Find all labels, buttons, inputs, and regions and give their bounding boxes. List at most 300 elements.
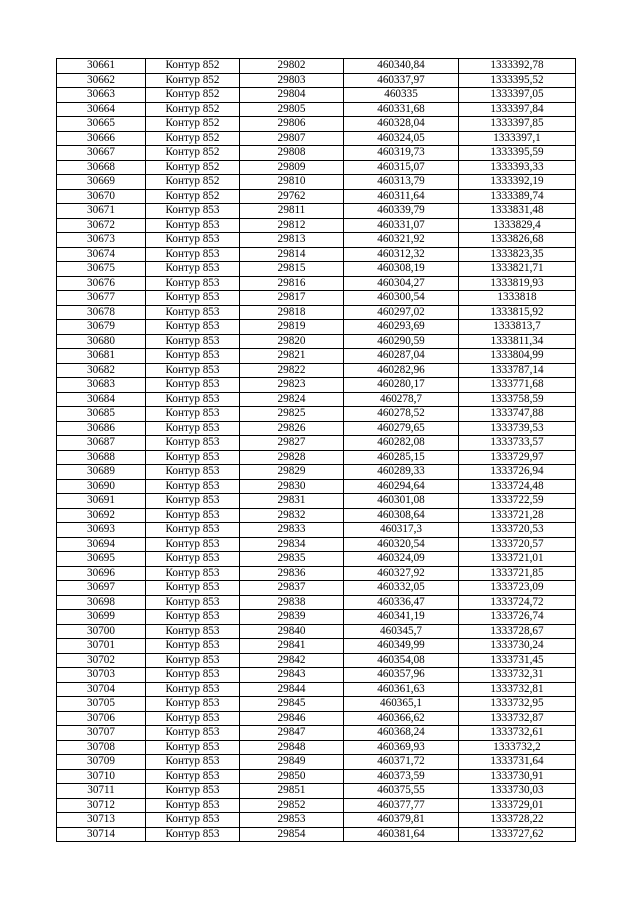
- x-coordinate-cell: 460304,27: [344, 276, 459, 291]
- point-id-cell: 29841: [240, 639, 344, 654]
- table-row: [57, 813, 576, 828]
- point-id-cell: 29827: [240, 436, 344, 451]
- point-id-cell: 29824: [240, 392, 344, 407]
- x-coordinate-cell: 460290,59: [344, 334, 459, 349]
- table-row: [57, 305, 576, 320]
- x-coordinate-cell: 460308,19: [344, 262, 459, 277]
- y-coordinate-cell: 1333721,85: [459, 566, 576, 581]
- table-row: [57, 465, 576, 480]
- x-coordinate-cell: 460332,05: [344, 581, 459, 596]
- y-coordinate-cell: 1333730,24: [459, 639, 576, 654]
- table-row: [57, 566, 576, 581]
- row-number-cell: 30671: [57, 204, 146, 219]
- y-coordinate-cell: 1333721,01: [459, 552, 576, 567]
- contour-name-cell: Контур 853: [146, 595, 240, 610]
- point-id-cell: 29818: [240, 305, 344, 320]
- contour-name-cell: Контур 853: [146, 421, 240, 436]
- point-id-cell: 29836: [240, 566, 344, 581]
- y-coordinate-cell: 1333397,85: [459, 117, 576, 132]
- y-coordinate-cell: 1333732,87: [459, 711, 576, 726]
- row-number-cell: 30673: [57, 233, 146, 248]
- point-id-cell: 29843: [240, 668, 344, 683]
- row-number-cell: 30661: [57, 59, 146, 74]
- y-coordinate-cell: 1333726,94: [459, 465, 576, 480]
- contour-name-cell: Контур 853: [146, 450, 240, 465]
- contour-name-cell: Контур 853: [146, 813, 240, 828]
- x-coordinate-cell: 460321,92: [344, 233, 459, 248]
- point-id-cell: 29849: [240, 755, 344, 770]
- point-id-cell: 29848: [240, 740, 344, 755]
- y-coordinate-cell: 1333732,95: [459, 697, 576, 712]
- y-coordinate-cell: 1333818: [459, 291, 576, 306]
- row-number-cell: 30685: [57, 407, 146, 422]
- row-number-cell: 30670: [57, 189, 146, 204]
- coordinates-table: [56, 58, 576, 842]
- y-coordinate-cell: 1333392,19: [459, 175, 576, 190]
- y-coordinate-cell: 1333728,67: [459, 624, 576, 639]
- row-number-cell: 30679: [57, 320, 146, 335]
- row-number-cell: 30691: [57, 494, 146, 509]
- x-coordinate-cell: 460339,79: [344, 204, 459, 219]
- table-row: [57, 131, 576, 146]
- point-id-cell: 29830: [240, 479, 344, 494]
- row-number-cell: 30683: [57, 378, 146, 393]
- point-id-cell: 29811: [240, 204, 344, 219]
- point-id-cell: 29842: [240, 653, 344, 668]
- table-row: [57, 624, 576, 639]
- row-number-cell: 30714: [57, 827, 146, 842]
- row-number-cell: 30707: [57, 726, 146, 741]
- contour-name-cell: Контур 853: [146, 726, 240, 741]
- x-coordinate-cell: 460357,96: [344, 668, 459, 683]
- row-number-cell: 30701: [57, 639, 146, 654]
- table-row: [57, 769, 576, 784]
- point-id-cell: 29804: [240, 88, 344, 103]
- point-id-cell: 29832: [240, 508, 344, 523]
- point-id-cell: 29814: [240, 247, 344, 262]
- y-coordinate-cell: 1333739,53: [459, 421, 576, 436]
- point-id-cell: 29810: [240, 175, 344, 190]
- y-coordinate-cell: 1333393,33: [459, 160, 576, 175]
- contour-name-cell: Контур 853: [146, 262, 240, 277]
- row-number-cell: 30708: [57, 740, 146, 755]
- x-coordinate-cell: 460361,63: [344, 682, 459, 697]
- row-number-cell: 30678: [57, 305, 146, 320]
- contour-name-cell: Контур 853: [146, 218, 240, 233]
- row-number-cell: 30699: [57, 610, 146, 625]
- point-id-cell: 29805: [240, 102, 344, 117]
- x-coordinate-cell: 460328,04: [344, 117, 459, 132]
- contour-name-cell: Контур 852: [146, 88, 240, 103]
- point-id-cell: 29845: [240, 697, 344, 712]
- row-number-cell: 30700: [57, 624, 146, 639]
- table-row: [57, 639, 576, 654]
- table-row: [57, 320, 576, 335]
- contour-name-cell: Контур 853: [146, 494, 240, 509]
- table-row: [57, 262, 576, 277]
- contour-name-cell: Контур 853: [146, 305, 240, 320]
- table-row: [57, 726, 576, 741]
- y-coordinate-cell: 1333823,35: [459, 247, 576, 262]
- point-id-cell: 29819: [240, 320, 344, 335]
- point-id-cell: 29813: [240, 233, 344, 248]
- contour-name-cell: Контур 853: [146, 233, 240, 248]
- row-number-cell: 30675: [57, 262, 146, 277]
- point-id-cell: 29820: [240, 334, 344, 349]
- y-coordinate-cell: 1333732,2: [459, 740, 576, 755]
- x-coordinate-cell: 460278,7: [344, 392, 459, 407]
- contour-name-cell: Контур 853: [146, 827, 240, 842]
- row-number-cell: 30694: [57, 537, 146, 552]
- x-coordinate-cell: 460289,33: [344, 465, 459, 480]
- row-number-cell: 30682: [57, 363, 146, 378]
- row-number-cell: 30681: [57, 349, 146, 364]
- contour-name-cell: Контур 852: [146, 131, 240, 146]
- table-row: [57, 581, 576, 596]
- table-row: [57, 610, 576, 625]
- point-id-cell: 29852: [240, 798, 344, 813]
- x-coordinate-cell: 460282,96: [344, 363, 459, 378]
- row-number-cell: 30705: [57, 697, 146, 712]
- point-id-cell: 29815: [240, 262, 344, 277]
- table-row: [57, 334, 576, 349]
- x-coordinate-cell: 460336,47: [344, 595, 459, 610]
- table-row: [57, 523, 576, 538]
- contour-name-cell: Контур 853: [146, 392, 240, 407]
- contour-name-cell: Контур 853: [146, 566, 240, 581]
- table-row: [57, 218, 576, 233]
- row-number-cell: 30712: [57, 798, 146, 813]
- point-id-cell: 29809: [240, 160, 344, 175]
- contour-name-cell: Контур 853: [146, 378, 240, 393]
- y-coordinate-cell: 1333821,71: [459, 262, 576, 277]
- contour-name-cell: Контур 853: [146, 784, 240, 799]
- y-coordinate-cell: 1333728,22: [459, 813, 576, 828]
- point-id-cell: 29807: [240, 131, 344, 146]
- y-coordinate-cell: 1333826,68: [459, 233, 576, 248]
- table-row: [57, 349, 576, 364]
- x-coordinate-cell: 460340,84: [344, 59, 459, 74]
- x-coordinate-cell: 460379,81: [344, 813, 459, 828]
- x-coordinate-cell: 460313,79: [344, 175, 459, 190]
- contour-name-cell: Контур 852: [146, 189, 240, 204]
- table-row: [57, 175, 576, 190]
- y-coordinate-cell: 1333732,81: [459, 682, 576, 697]
- contour-name-cell: Контур 852: [146, 59, 240, 74]
- contour-name-cell: Контур 853: [146, 581, 240, 596]
- point-id-cell: 29840: [240, 624, 344, 639]
- x-coordinate-cell: 460335: [344, 88, 459, 103]
- x-coordinate-cell: 460278,52: [344, 407, 459, 422]
- x-coordinate-cell: 460371,72: [344, 755, 459, 770]
- x-coordinate-cell: 460315,07: [344, 160, 459, 175]
- y-coordinate-cell: 1333389,74: [459, 189, 576, 204]
- x-coordinate-cell: 460297,02: [344, 305, 459, 320]
- row-number-cell: 30692: [57, 508, 146, 523]
- point-id-cell: 29762: [240, 189, 344, 204]
- y-coordinate-cell: 1333395,59: [459, 146, 576, 161]
- y-coordinate-cell: 1333397,84: [459, 102, 576, 117]
- contour-name-cell: Контур 852: [146, 175, 240, 190]
- table-row: [57, 146, 576, 161]
- row-number-cell: 30711: [57, 784, 146, 799]
- y-coordinate-cell: 1333730,03: [459, 784, 576, 799]
- y-coordinate-cell: 1333733,57: [459, 436, 576, 451]
- x-coordinate-cell: 460287,04: [344, 349, 459, 364]
- y-coordinate-cell: 1333721,28: [459, 508, 576, 523]
- y-coordinate-cell: 1333729,97: [459, 450, 576, 465]
- point-id-cell: 29828: [240, 450, 344, 465]
- contour-name-cell: Контур 853: [146, 247, 240, 262]
- x-coordinate-cell: 460308,64: [344, 508, 459, 523]
- contour-name-cell: Контур 853: [146, 291, 240, 306]
- table-row: [57, 204, 576, 219]
- y-coordinate-cell: 1333804,99: [459, 349, 576, 364]
- x-coordinate-cell: 460366,62: [344, 711, 459, 726]
- table-row: [57, 392, 576, 407]
- contour-name-cell: Контур 853: [146, 798, 240, 813]
- x-coordinate-cell: 460294,64: [344, 479, 459, 494]
- contour-name-cell: Контур 853: [146, 349, 240, 364]
- row-number-cell: 30669: [57, 175, 146, 190]
- contour-name-cell: Контур 852: [146, 73, 240, 88]
- y-coordinate-cell: 1333831,48: [459, 204, 576, 219]
- point-id-cell: 29821: [240, 349, 344, 364]
- x-coordinate-cell: 460280,17: [344, 378, 459, 393]
- table-row: [57, 378, 576, 393]
- table-row: [57, 552, 576, 567]
- point-id-cell: 29838: [240, 595, 344, 610]
- table-row: [57, 668, 576, 683]
- point-id-cell: 29834: [240, 537, 344, 552]
- y-coordinate-cell: 1333829,4: [459, 218, 576, 233]
- x-coordinate-cell: 460311,64: [344, 189, 459, 204]
- contour-name-cell: Контур 853: [146, 436, 240, 451]
- point-id-cell: 29822: [240, 363, 344, 378]
- row-number-cell: 30663: [57, 88, 146, 103]
- row-number-cell: 30665: [57, 117, 146, 132]
- table-row: [57, 117, 576, 132]
- row-number-cell: 30698: [57, 595, 146, 610]
- x-coordinate-cell: 460337,97: [344, 73, 459, 88]
- contour-name-cell: Контур 853: [146, 769, 240, 784]
- row-number-cell: 30676: [57, 276, 146, 291]
- table-row: [57, 160, 576, 175]
- row-number-cell: 30693: [57, 523, 146, 538]
- table-row: [57, 653, 576, 668]
- table-row: [57, 595, 576, 610]
- table-row: [57, 436, 576, 451]
- table-row: [57, 421, 576, 436]
- contour-name-cell: Контур 853: [146, 204, 240, 219]
- table-row: [57, 697, 576, 712]
- x-coordinate-cell: 460301,08: [344, 494, 459, 509]
- x-coordinate-cell: 460312,32: [344, 247, 459, 262]
- x-coordinate-cell: 460331,68: [344, 102, 459, 117]
- table-row: [57, 450, 576, 465]
- table-row: [57, 682, 576, 697]
- x-coordinate-cell: 460331,07: [344, 218, 459, 233]
- table-row: [57, 73, 576, 88]
- x-coordinate-cell: 460349,99: [344, 639, 459, 654]
- y-coordinate-cell: 1333730,91: [459, 769, 576, 784]
- x-coordinate-cell: 460377,77: [344, 798, 459, 813]
- contour-name-cell: Контур 852: [146, 117, 240, 132]
- y-coordinate-cell: 1333397,05: [459, 88, 576, 103]
- contour-name-cell: Контур 853: [146, 523, 240, 538]
- y-coordinate-cell: 1333724,48: [459, 479, 576, 494]
- contour-name-cell: Контур 853: [146, 537, 240, 552]
- table-row: [57, 798, 576, 813]
- x-coordinate-cell: 460345,7: [344, 624, 459, 639]
- point-id-cell: 29812: [240, 218, 344, 233]
- y-coordinate-cell: 1333729,01: [459, 798, 576, 813]
- x-coordinate-cell: 460319,73: [344, 146, 459, 161]
- point-id-cell: 29806: [240, 117, 344, 132]
- point-id-cell: 29851: [240, 784, 344, 799]
- y-coordinate-cell: 1333758,59: [459, 392, 576, 407]
- contour-name-cell: Контур 853: [146, 682, 240, 697]
- point-id-cell: 29847: [240, 726, 344, 741]
- table-row: [57, 827, 576, 842]
- x-coordinate-cell: 460300,54: [344, 291, 459, 306]
- row-number-cell: 30709: [57, 755, 146, 770]
- table-row: [57, 102, 576, 117]
- point-id-cell: 29854: [240, 827, 344, 842]
- point-id-cell: 29829: [240, 465, 344, 480]
- table-row: [57, 233, 576, 248]
- point-id-cell: 29816: [240, 276, 344, 291]
- row-number-cell: 30668: [57, 160, 146, 175]
- row-number-cell: 30662: [57, 73, 146, 88]
- row-number-cell: 30704: [57, 682, 146, 697]
- point-id-cell: 29817: [240, 291, 344, 306]
- y-coordinate-cell: 1333747,88: [459, 407, 576, 422]
- point-id-cell: 29831: [240, 494, 344, 509]
- point-id-cell: 29802: [240, 59, 344, 74]
- table-row: [57, 740, 576, 755]
- contour-name-cell: Контур 852: [146, 102, 240, 117]
- x-coordinate-cell: 460381,64: [344, 827, 459, 842]
- table-row: [57, 479, 576, 494]
- contour-name-cell: Контур 853: [146, 639, 240, 654]
- y-coordinate-cell: 1333395,52: [459, 73, 576, 88]
- row-number-cell: 30667: [57, 146, 146, 161]
- contour-name-cell: Контур 853: [146, 668, 240, 683]
- contour-name-cell: Контур 853: [146, 711, 240, 726]
- row-number-cell: 30703: [57, 668, 146, 683]
- contour-name-cell: Контур 853: [146, 276, 240, 291]
- y-coordinate-cell: 1333397,1: [459, 131, 576, 146]
- x-coordinate-cell: 460324,05: [344, 131, 459, 146]
- point-id-cell: 29846: [240, 711, 344, 726]
- y-coordinate-cell: 1333731,64: [459, 755, 576, 770]
- x-coordinate-cell: 460341,19: [344, 610, 459, 625]
- row-number-cell: 30688: [57, 450, 146, 465]
- x-coordinate-cell: 460324,09: [344, 552, 459, 567]
- point-id-cell: 29833: [240, 523, 344, 538]
- table-row: [57, 755, 576, 770]
- table-row: [57, 537, 576, 552]
- row-number-cell: 30710: [57, 769, 146, 784]
- table-row: [57, 189, 576, 204]
- x-coordinate-cell: 460282,08: [344, 436, 459, 451]
- table-row: [57, 291, 576, 306]
- row-number-cell: 30706: [57, 711, 146, 726]
- table-row: [57, 363, 576, 378]
- table-row: [57, 508, 576, 523]
- row-number-cell: 30672: [57, 218, 146, 233]
- row-number-cell: 30687: [57, 436, 146, 451]
- contour-name-cell: Контур 853: [146, 508, 240, 523]
- row-number-cell: 30696: [57, 566, 146, 581]
- y-coordinate-cell: 1333819,93: [459, 276, 576, 291]
- x-coordinate-cell: 460375,55: [344, 784, 459, 799]
- point-id-cell: 29823: [240, 378, 344, 393]
- y-coordinate-cell: 1333724,72: [459, 595, 576, 610]
- x-coordinate-cell: 460327,92: [344, 566, 459, 581]
- point-id-cell: 29850: [240, 769, 344, 784]
- x-coordinate-cell: 460279,65: [344, 421, 459, 436]
- y-coordinate-cell: 1333787,14: [459, 363, 576, 378]
- contour-name-cell: Контур 853: [146, 755, 240, 770]
- y-coordinate-cell: 1333732,31: [459, 668, 576, 683]
- row-number-cell: 30702: [57, 653, 146, 668]
- x-coordinate-cell: 460285,15: [344, 450, 459, 465]
- contour-name-cell: Контур 853: [146, 552, 240, 567]
- table-row: [57, 784, 576, 799]
- row-number-cell: 30666: [57, 131, 146, 146]
- contour-name-cell: Контур 853: [146, 465, 240, 480]
- point-id-cell: 29808: [240, 146, 344, 161]
- coordinates-table-body: [57, 59, 576, 842]
- contour-name-cell: Контур 853: [146, 320, 240, 335]
- x-coordinate-cell: 460317,3: [344, 523, 459, 538]
- x-coordinate-cell: 460293,69: [344, 320, 459, 335]
- y-coordinate-cell: 1333392,78: [459, 59, 576, 74]
- y-coordinate-cell: 1333720,57: [459, 537, 576, 552]
- y-coordinate-cell: 1333771,68: [459, 378, 576, 393]
- table-row: [57, 247, 576, 262]
- x-coordinate-cell: 460365,1: [344, 697, 459, 712]
- contour-name-cell: Контур 853: [146, 697, 240, 712]
- row-number-cell: 30686: [57, 421, 146, 436]
- row-number-cell: 30677: [57, 291, 146, 306]
- row-number-cell: 30697: [57, 581, 146, 596]
- contour-name-cell: Контур 853: [146, 740, 240, 755]
- y-coordinate-cell: 1333731,45: [459, 653, 576, 668]
- point-id-cell: 29835: [240, 552, 344, 567]
- table-row: [57, 88, 576, 103]
- contour-name-cell: Контур 853: [146, 334, 240, 349]
- row-number-cell: 30680: [57, 334, 146, 349]
- point-id-cell: 29803: [240, 73, 344, 88]
- contour-name-cell: Контур 853: [146, 610, 240, 625]
- x-coordinate-cell: 460369,93: [344, 740, 459, 755]
- contour-name-cell: Контур 853: [146, 624, 240, 639]
- y-coordinate-cell: 1333813,7: [459, 320, 576, 335]
- contour-name-cell: Контур 853: [146, 363, 240, 378]
- y-coordinate-cell: 1333732,61: [459, 726, 576, 741]
- y-coordinate-cell: 1333815,92: [459, 305, 576, 320]
- y-coordinate-cell: 1333723,09: [459, 581, 576, 596]
- y-coordinate-cell: 1333722,59: [459, 494, 576, 509]
- row-number-cell: 30684: [57, 392, 146, 407]
- table-row: [57, 59, 576, 74]
- contour-name-cell: Контур 853: [146, 653, 240, 668]
- row-number-cell: 30695: [57, 552, 146, 567]
- contour-name-cell: Контур 853: [146, 479, 240, 494]
